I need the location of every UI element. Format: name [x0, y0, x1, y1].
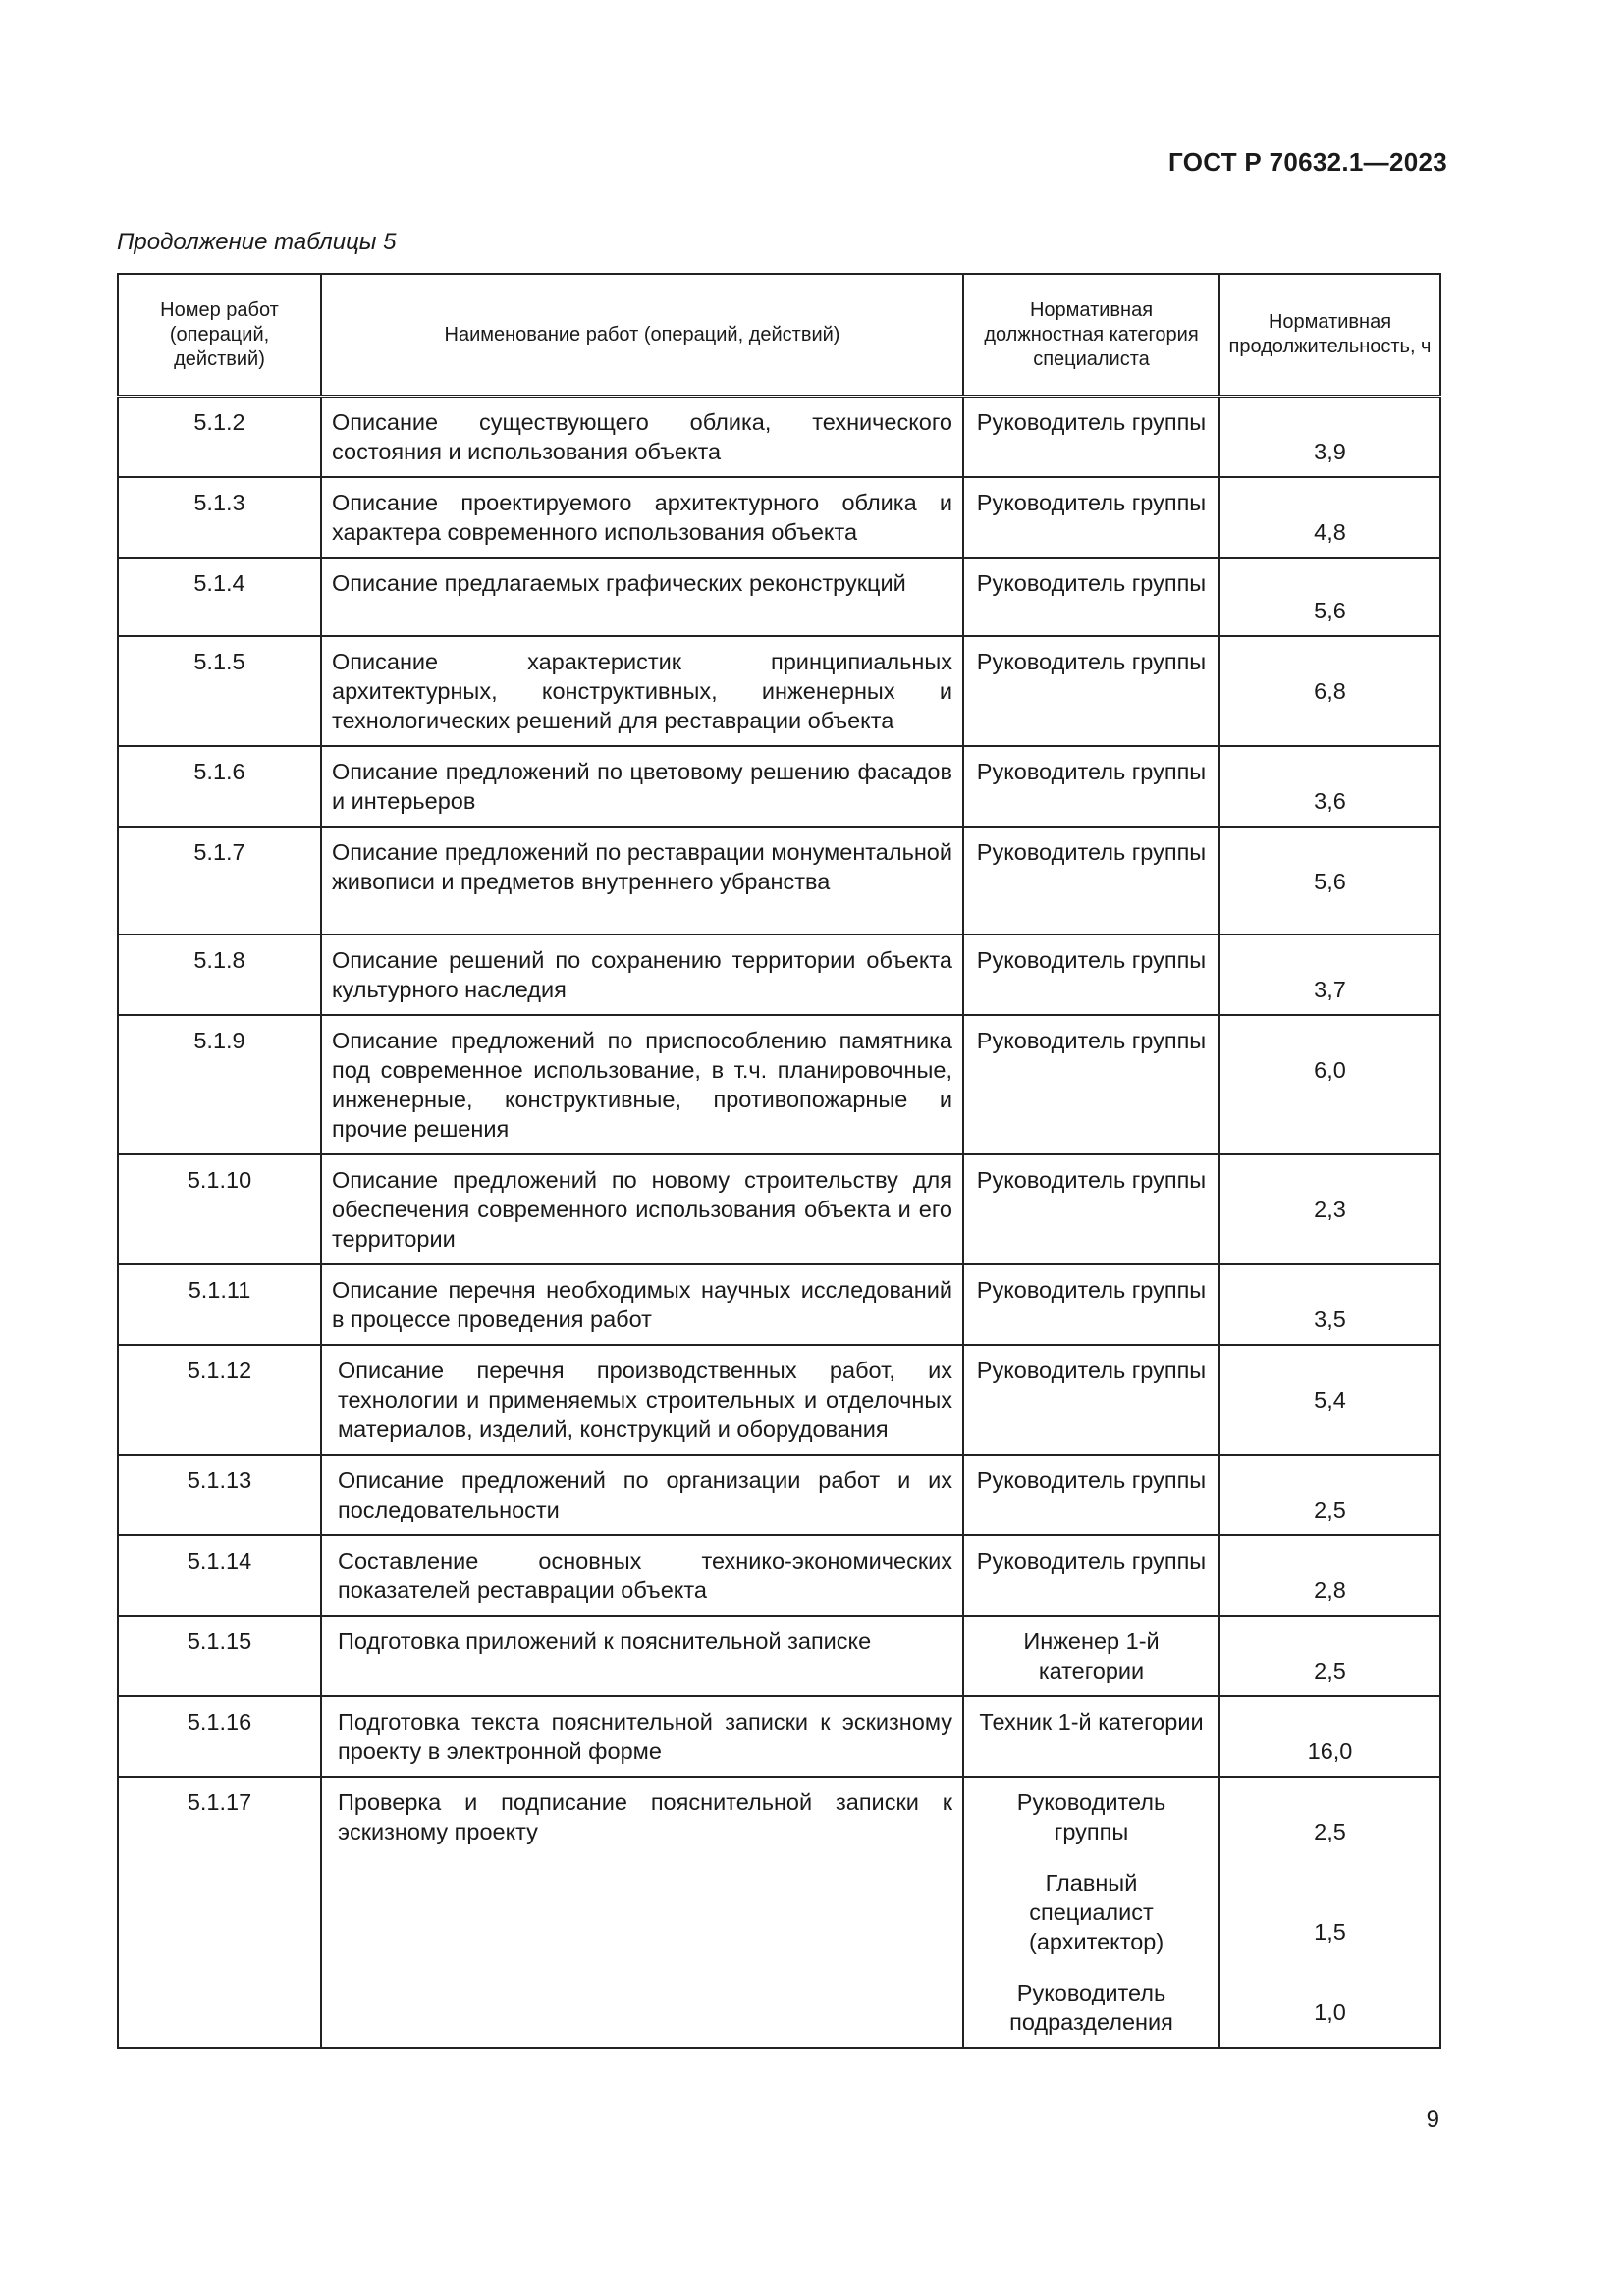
column-header-number: Номер работ (операций, действий) [118, 274, 321, 397]
specialist-category: Руководитель группы [963, 1264, 1219, 1345]
duration-cell [1219, 1455, 1440, 1535]
table-row [118, 1264, 1440, 1345]
duration-cell [1219, 636, 1440, 746]
page-number: 9 [1426, 2107, 1439, 2133]
table-row [118, 746, 1440, 827]
duration-cell [1219, 1345, 1440, 1455]
duration-cell [1219, 827, 1440, 934]
duration-value: 6,0 [1314, 1057, 1346, 1083]
work-name: Описание характеристик принципиальных архитектурных, конструктивных, инженерных и технологических решений для реставрации объекта [321, 636, 963, 746]
duration-cell [1219, 1696, 1440, 1777]
work-number: 5.1.3 [118, 477, 321, 558]
duration-value: 6,8 [1314, 678, 1346, 704]
work-number: 5.1.2 [118, 397, 321, 478]
work-name: Составление основных технико-экономических показателей реставрации объекта [321, 1535, 963, 1616]
work-name: Подготовка текста пояснительной записки к эскизному проекту в электронной форме [321, 1696, 963, 1777]
table-row [118, 1455, 1440, 1535]
work-name: Описание предложений по приспособлению памятника под современное использование, в т.ч. планировочные, инженерные, конструктивные, противопожарные и прочие решения [321, 1015, 963, 1154]
work-name: Описание перечня необходимых научных исследований в процессе проведения работ [321, 1264, 963, 1345]
document-code: ГОСТ Р 70632.1—2023 [1168, 147, 1447, 177]
duration-value: 16,0 [1307, 1738, 1353, 1764]
table-row [118, 477, 1440, 558]
duration-value: 5,6 [1314, 869, 1346, 894]
duration-value: 4,8 [1314, 519, 1346, 545]
work-number: 5.1.7 [118, 827, 321, 934]
work-number: 5.1.5 [118, 636, 321, 746]
specialist-category: Руководитель группы [963, 397, 1219, 478]
duration-value: 2,3 [1314, 1197, 1346, 1222]
duration-value: 2,8 [1314, 1577, 1346, 1603]
specialist-category: Руководитель группы [963, 1455, 1219, 1535]
table-row [118, 558, 1440, 636]
duration-value: 3,6 [1314, 788, 1346, 814]
work-number: 5.1.12 [118, 1345, 321, 1455]
specialist-category: Руководитель группы [963, 746, 1219, 827]
table-header-row [118, 274, 1440, 397]
table-row [118, 636, 1440, 746]
specialist-category: Руководитель группы [963, 1015, 1219, 1154]
work-name: Описание предложений по реставрации монументальной живописи и предметов внутреннего убранства [321, 827, 963, 934]
specialist-category: Руководитель группы [963, 558, 1219, 636]
work-name: Описание предложений по новому строительству для обеспечения современного использования объекта и его территории [321, 1154, 963, 1264]
table-row [118, 1015, 1440, 1154]
table-row [118, 1616, 1440, 1696]
table-row [118, 1535, 1440, 1616]
specialist-category: Руководитель группы [963, 1154, 1219, 1264]
table-row [118, 1345, 1440, 1455]
work-name: Описание перечня производственных работ, их технологии и применяемых строительных и отделочных материалов, изделий, конструкций и оборудования [321, 1345, 963, 1455]
work-name: Описание предлагаемых графических реконструкций [321, 558, 963, 636]
work-number: 5.1.11 [118, 1264, 321, 1345]
duration-list [1219, 1777, 1440, 2048]
duration-cell [1219, 1154, 1440, 1264]
table-row [118, 1696, 1440, 1777]
duration-cell [1219, 477, 1440, 558]
work-name: Подготовка приложений к пояснительной записке [321, 1616, 963, 1696]
table-row [118, 397, 1440, 478]
work-number: 5.1.10 [118, 1154, 321, 1264]
duration-value: 3,5 [1314, 1307, 1346, 1332]
duration-value: 2,5 [1314, 1819, 1346, 1844]
duration-cell [1219, 934, 1440, 1015]
work-name: Проверка и подписание пояснительной записки к эскизному проекту [321, 1777, 963, 2048]
work-name: Описание существующего облика, технического состояния и использования объекта [321, 397, 963, 478]
work-number: 5.1.6 [118, 746, 321, 827]
specialist-category: Главный специалист (архитектор) [1029, 1870, 1164, 1954]
duration-cell [1219, 1535, 1440, 1616]
table-row [118, 1777, 1440, 2048]
specialist-category: Руководитель группы [963, 934, 1219, 1015]
specialist-category: Руководитель группы [963, 827, 1219, 934]
work-number: 5.1.14 [118, 1535, 321, 1616]
work-number: 5.1.4 [118, 558, 321, 636]
column-header-category: Нормативная должностная категория специалиста [963, 274, 1219, 397]
duration-value: 1,0 [1314, 2000, 1346, 2025]
works-table [117, 273, 1441, 2049]
specialist-category: Руководитель группы [1016, 1789, 1166, 1844]
specialist-category: Руководитель группы [963, 636, 1219, 746]
duration-value: 2,5 [1314, 1658, 1346, 1683]
work-name: Описание предложений по цветовому решению фасадов и интерьеров [321, 746, 963, 827]
duration-value: 3,7 [1314, 977, 1346, 1002]
duration-value: 2,5 [1314, 1497, 1346, 1522]
specialist-category: Руководитель группы [963, 1345, 1219, 1455]
duration-cell [1219, 1264, 1440, 1345]
specialist-category: Руководитель подразделения [1009, 1980, 1173, 2035]
duration-cell [1219, 1015, 1440, 1154]
duration-value: 5,6 [1314, 598, 1346, 623]
duration-cell [1219, 397, 1440, 478]
work-number: 5.1.9 [118, 1015, 321, 1154]
duration-cell [1219, 746, 1440, 827]
work-name: Описание решений по сохранению территории объекта культурного наследия [321, 934, 963, 1015]
specialist-category-list [963, 1777, 1219, 2048]
specialist-category: Руководитель группы [963, 1535, 1219, 1616]
work-number: 5.1.16 [118, 1696, 321, 1777]
table-row [118, 934, 1440, 1015]
column-header-name: Наименование работ (операций, действий) [321, 274, 963, 397]
duration-value: 3,9 [1314, 439, 1346, 464]
work-number: 5.1.17 [118, 1777, 321, 2048]
specialist-category: Руководитель группы [963, 477, 1219, 558]
work-number: 5.1.8 [118, 934, 321, 1015]
duration-cell [1219, 558, 1440, 636]
specialist-category: Инженер 1-й категории [963, 1616, 1219, 1696]
duration-cell [1219, 1616, 1440, 1696]
work-name: Описание проектируемого архитектурного облика и характера современного использования объекта [321, 477, 963, 558]
work-number: 5.1.13 [118, 1455, 321, 1535]
table-caption: Продолжение таблицы 5 [117, 229, 397, 255]
table-row [118, 827, 1440, 934]
duration-value: 1,5 [1314, 1919, 1346, 1945]
specialist-category: Техник 1-й категории [963, 1696, 1219, 1777]
work-number: 5.1.15 [118, 1616, 321, 1696]
table-row [118, 1154, 1440, 1264]
column-header-duration: Нормативная продолжительность, ч [1219, 274, 1440, 397]
work-name: Описание предложений по организации работ и их последовательности [321, 1455, 963, 1535]
duration-value: 5,4 [1314, 1387, 1346, 1413]
